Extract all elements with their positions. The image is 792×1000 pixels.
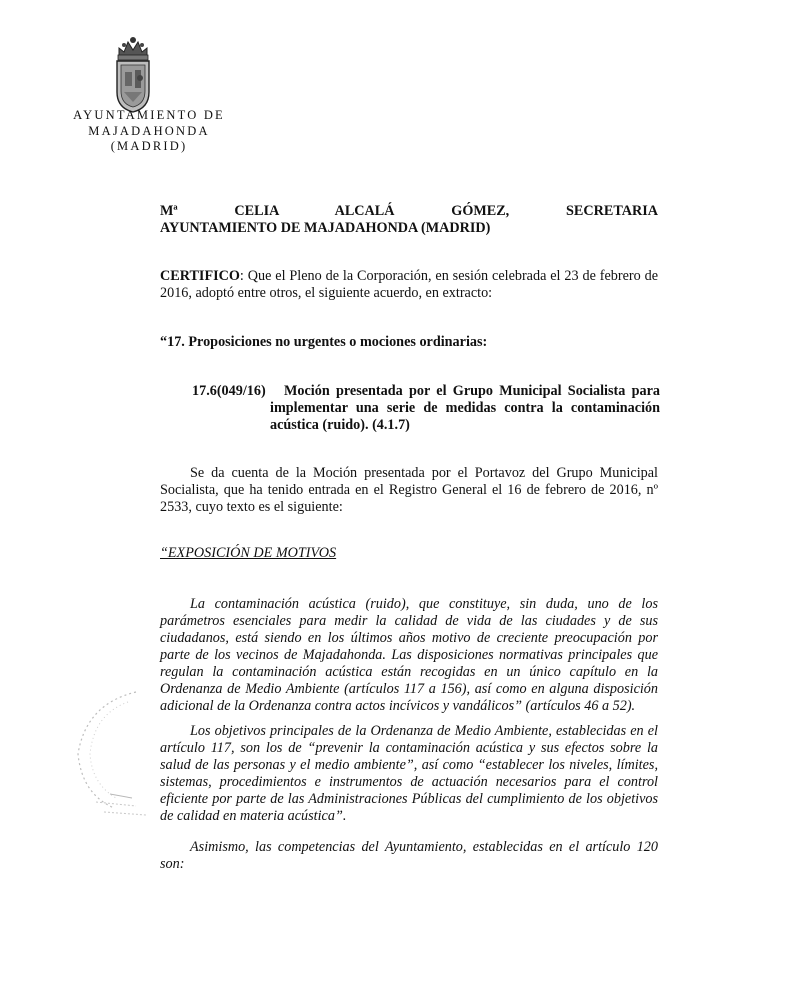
motion-title-line-1: Moción presentada por el Grupo Municipal Socialista para bbox=[284, 383, 660, 399]
certifico-line-2: 2016, adoptó entre otros, el siguiente acuerdo, en extracto: bbox=[160, 285, 493, 301]
certifico-line-1-text: : Que el Pleno de la Corporación, en sesión celebrada el 23 de febrero de bbox=[239, 268, 658, 284]
cuenta-line-1: Se da cuenta de la Moción presentada por el Portavoz del Grupo Municipal bbox=[190, 465, 658, 481]
paragraph-2-line: salud de las personas y el medio ambiente”, así como “establecer los niveles, límites, bbox=[160, 757, 658, 773]
heading-line-1: Mª CELIA ALCALÁ GÓMEZ, SECRETARIA bbox=[160, 203, 658, 219]
paragraph-2-line: artículo 117, son los de “prevenir la contaminación acústica y sus efectos sobre la bbox=[160, 740, 658, 756]
exposicion-title: “EXPOSICIÓN DE MOTIVOS bbox=[160, 545, 337, 561]
proposiciones-title: “17. Proposiciones no urgentes o mociones ordinarias: bbox=[160, 334, 488, 350]
heading-line-2: AYUNTAMIENTO DE MAJADAHONDA (MADRID) bbox=[160, 220, 491, 236]
paragraph-2-line: eficiente por parte de las Administraciones Públicas del cumplimiento de los objetivos bbox=[160, 791, 658, 807]
paragraph-2 bbox=[160, 723, 658, 825]
certifico-label: CERTIFICO bbox=[160, 268, 240, 284]
cuenta-paragraph bbox=[160, 465, 658, 516]
org-line-3: (MADRID) bbox=[110, 139, 188, 153]
paragraph-3-line: son: bbox=[160, 856, 185, 872]
paragraph-3 bbox=[160, 839, 658, 873]
paragraph-2-line: Los objetivos principales de la Ordenanza de Medio Ambiente, establecidas en el bbox=[190, 723, 658, 739]
paragraph-2-line: de calidad en materia acústica”. bbox=[160, 808, 347, 824]
paragraph-1-line: La contaminación acústica (ruido), que constituye, sin duda, uno de los bbox=[190, 596, 658, 612]
paragraph-1-line: parte de los vecinos de Majadahonda. Las disposiciones normativas principales que bbox=[160, 647, 658, 663]
paragraph-1-line: ciudadanos, está siendo en los últimos años motivo de creciente preocupación por bbox=[160, 630, 658, 646]
secretary-heading bbox=[160, 203, 658, 237]
paragraph-1-line: adicional de la Ordenanza contra actos incívicos y vandálicos” (artículos 46 a 52). bbox=[160, 698, 636, 714]
letterhead-organization bbox=[60, 108, 238, 155]
motion-title-line-2: implementar una serie de medidas contra la contaminación bbox=[270, 400, 660, 416]
paragraph-1 bbox=[160, 596, 658, 715]
org-line-2: MAJADAHONDA bbox=[88, 123, 210, 138]
paragraph-1-line: parámetros esenciales para medir la calidad de vida de las ciudades y de sus bbox=[160, 613, 658, 629]
coat-of-arms-icon bbox=[110, 34, 156, 114]
certifico-paragraph bbox=[160, 268, 658, 302]
paragraph-1-line: Ordenanza de Medio Ambiente (artículos 117 a 156), así como en alguna disposición bbox=[160, 681, 658, 697]
paragraph-3-line: Asimismo, las competencias del Ayuntamiento, establecidas en el artículo 120 bbox=[190, 839, 658, 855]
motion-title bbox=[270, 383, 660, 434]
cuenta-line-2: Socialista, que ha tenido entrada en el Registro General el 16 de febrero de 2016, nº bbox=[160, 482, 658, 498]
paragraph-1-line: regulan la contaminación acústica están recogidas en un único capítulo en la bbox=[160, 664, 658, 680]
paragraph-2-line: sistemas, procedimientos e instrumentos de actuación necesarios para el control bbox=[160, 774, 658, 790]
motion-number: 17.6(049/16) bbox=[192, 383, 266, 399]
certifico-line-1 bbox=[160, 268, 658, 285]
cuenta-line-3: 2533, cuyo texto es el siguiente: bbox=[160, 499, 343, 515]
org-line-1: AYUNTAMIENTO DE bbox=[73, 108, 225, 122]
official-stamp-icon bbox=[66, 684, 166, 824]
motion-title-line-3: acústica (ruido). (4.1.7) bbox=[270, 417, 410, 433]
